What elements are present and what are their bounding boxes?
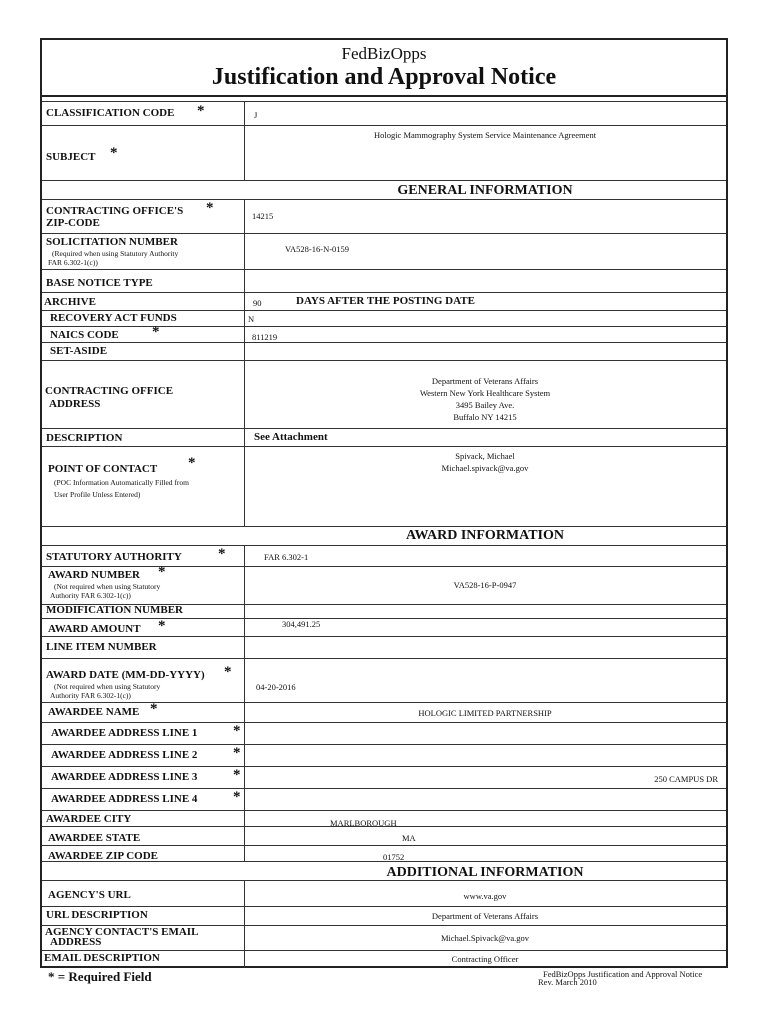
modification-number-label: MODIFICATION NUMBER	[46, 604, 183, 616]
awardee-address-1-label: AWARDEE ADDRESS LINE 1	[51, 727, 198, 739]
required-star: *	[218, 546, 226, 562]
award-number-label: AWARD NUMBER	[48, 569, 140, 581]
description-label: DESCRIPTION	[46, 432, 123, 444]
subject-label: SUBJECT	[46, 151, 96, 163]
required-star: *	[233, 723, 241, 739]
office-zip-label-line1: CONTRACTING OFFICE'S	[46, 205, 184, 217]
required-star: *	[206, 200, 214, 216]
form-revision-line1: FedBizOpps Justification and Approval Notice	[543, 969, 703, 979]
award-number-value[interactable]: VA528-16-P-0947	[453, 580, 517, 590]
description-value[interactable]: See Attachment	[254, 431, 328, 443]
solicitation-number-label: SOLICITATION NUMBER	[46, 236, 178, 248]
office-address-line3[interactable]: 3495 Bailey Ave.	[455, 400, 515, 410]
form-revision-note	[538, 970, 702, 986]
email-description-value[interactable]: Contracting Officer	[451, 954, 519, 964]
office-zip-label-line2: ZIP-CODE	[46, 217, 100, 229]
award-date-label: AWARD DATE (MM-DD-YYYY)	[46, 669, 205, 681]
awardee-zip-label: AWARDEE ZIP CODE	[48, 850, 159, 862]
form-revision-line2: Rev. March 2010	[538, 977, 597, 987]
recovery-act-funds-value[interactable]: N	[248, 314, 255, 324]
email-description-label: EMAIL DESCRIPTION	[44, 952, 160, 964]
additional-information-heading: ADDITIONAL INFORMATION	[386, 865, 584, 880]
award-number-note-line2: Authority FAR 6.302-1(c))	[50, 591, 131, 600]
required-star: *	[110, 145, 118, 161]
poc-name-value[interactable]: Spivack, Michael	[455, 451, 515, 461]
office-address-label-line2: ADDRESS	[49, 398, 101, 410]
set-aside-label: SET-ASIDE	[50, 345, 108, 357]
award-date-note-line2: Authority FAR 6.302-1(c))	[50, 691, 131, 700]
required-star: *	[152, 324, 160, 340]
recovery-act-funds-label: RECOVERY ACT FUNDS	[50, 312, 177, 324]
general-information-heading: GENERAL INFORMATION	[397, 183, 573, 198]
form-subtitle: FedBizOpps	[341, 44, 427, 63]
subject-value[interactable]: Hologic Mammography System Service Maintenance Agreement	[373, 130, 597, 140]
office-zip-value[interactable]: 14215	[252, 211, 274, 221]
awardee-zip-value[interactable]: 01752	[383, 852, 405, 862]
award-amount-label: AWARD AMOUNT	[48, 623, 141, 635]
award-number-note-line1: (Not required when using Statutory	[54, 582, 161, 591]
solicitation-note-line1: (Required when using Statutory Authority	[52, 249, 179, 258]
award-date-value[interactable]: 04-20-2016	[256, 682, 296, 692]
required-star: *	[158, 564, 166, 580]
url-description-label: URL DESCRIPTION	[46, 909, 148, 921]
agency-email-value[interactable]: Michael.Spivack@va.gov	[440, 933, 530, 943]
awardee-state-label: AWARDEE STATE	[48, 832, 141, 844]
archive-suffix: DAYS AFTER THE POSTING DATE	[296, 295, 475, 307]
base-notice-type-label: BASE NOTICE TYPE	[46, 277, 153, 289]
office-address-line4[interactable]: Buffalo NY 14215	[453, 412, 517, 422]
awardee-state-value[interactable]: MA	[402, 833, 416, 843]
agency-email-label-line1: AGENCY CONTACT'S EMAIL	[45, 926, 199, 938]
classification-code-value[interactable]: J	[254, 110, 258, 120]
agency-url-value[interactable]: www.va.gov	[463, 891, 507, 901]
awardee-name-label: AWARDEE NAME	[48, 706, 140, 718]
award-date-note-line1: (Not required when using Statutory	[54, 682, 161, 691]
solicitation-number-value[interactable]: VA528-16-N-0159	[285, 244, 350, 254]
office-address-line1[interactable]: Department of Veterans Affairs	[431, 376, 539, 386]
poc-email-value[interactable]: Michael.spivack@va.gov	[441, 463, 529, 473]
awardee-name-value[interactable]: HOLOGIC LIMITED PARTNERSHIP	[418, 708, 552, 718]
awardee-address-3-label: AWARDEE ADDRESS LINE 3	[51, 771, 198, 783]
naics-code-label: NAICS CODE	[50, 329, 119, 341]
agency-email-label-line2: ADDRESS	[50, 936, 102, 948]
required-star: *	[197, 103, 205, 119]
solicitation-note-line2: FAR 6.302-1(c))	[48, 258, 98, 267]
agency-url-label: AGENCY'S URL	[48, 889, 131, 901]
awardee-address-4-label: AWARDEE ADDRESS LINE 4	[51, 793, 198, 805]
required-star: *	[158, 618, 166, 634]
classification-code-label: CLASSIFICATION CODE	[46, 107, 175, 119]
ja-notice-form	[40, 38, 728, 968]
required-star: *	[233, 767, 241, 783]
awardee-address-3-value[interactable]: 250 CAMPUS DR	[654, 774, 718, 784]
awardee-city-value[interactable]: MARLBOROUGH	[330, 818, 397, 828]
poc-note-line1: (POC Information Automatically Filled from	[54, 478, 189, 487]
statutory-authority-label: STATUTORY AUTHORITY	[46, 551, 182, 563]
required-star: *	[233, 789, 241, 805]
url-description-value[interactable]: Department of Veterans Affairs	[431, 911, 539, 921]
required-star: *	[188, 455, 196, 471]
award-amount-value[interactable]: 304,491.25	[282, 619, 321, 629]
required-star: *	[224, 664, 232, 680]
required-star: *	[150, 701, 158, 717]
office-address-line2[interactable]: Western New York Healthcare System	[419, 388, 551, 398]
naics-code-value[interactable]: 811219	[252, 332, 278, 342]
office-address-label-line1: CONTRACTING OFFICE	[45, 385, 174, 397]
awardee-city-label: AWARDEE CITY	[46, 813, 132, 825]
point-of-contact-label: POINT OF CONTACT	[48, 463, 158, 475]
form-title: Justification and Approval Notice	[211, 64, 557, 90]
poc-note-line2: User Profile Unless Entered)	[54, 490, 141, 499]
archive-label: ARCHIVE	[44, 296, 96, 308]
required-field-note: * = Required Field	[48, 969, 152, 984]
required-star: *	[233, 745, 241, 761]
archive-value[interactable]: 90	[253, 298, 262, 308]
award-information-heading: AWARD INFORMATION	[405, 528, 565, 543]
awardee-address-2-label: AWARDEE ADDRESS LINE 2	[51, 749, 198, 761]
statutory-authority-value[interactable]: FAR 6.302-1	[264, 552, 309, 562]
line-item-number-label: LINE ITEM NUMBER	[46, 641, 157, 653]
